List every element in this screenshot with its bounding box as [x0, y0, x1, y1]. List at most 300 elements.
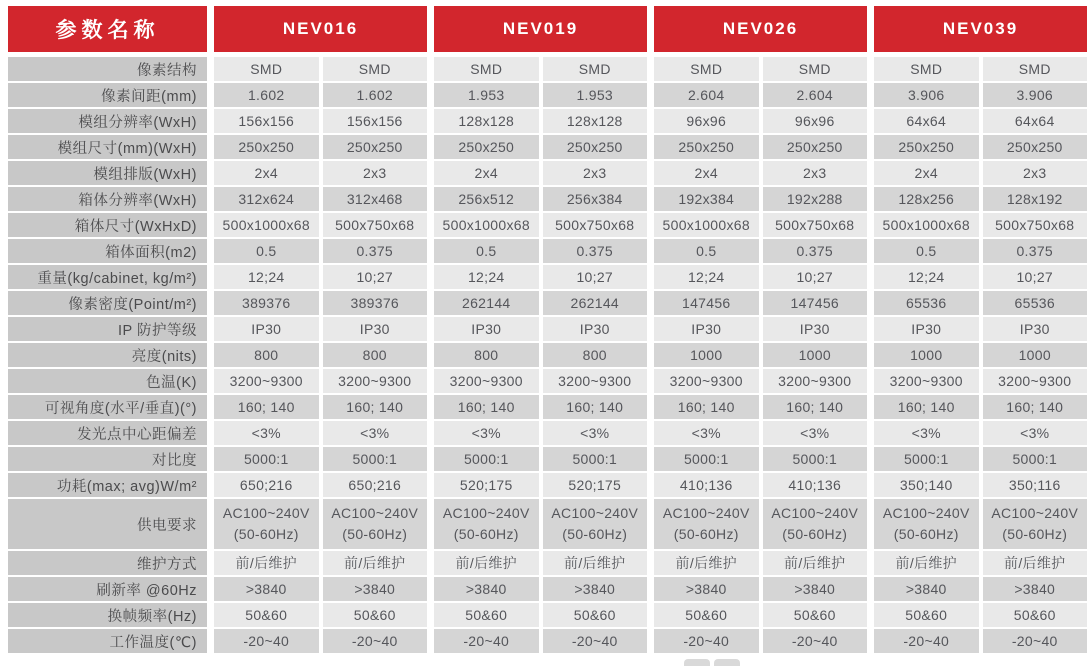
value-cell: 5000:1	[763, 447, 868, 471]
value-cell	[434, 499, 539, 549]
table-row	[8, 265, 1087, 289]
value-cell: <3%	[214, 421, 319, 445]
value-line: (50-60Hz)	[1002, 526, 1068, 542]
product-value-pair	[654, 239, 867, 263]
value-cell: 128x192	[983, 187, 1088, 211]
value-cell: 256x512	[434, 187, 539, 211]
product-value-pair	[874, 83, 1087, 107]
value-cell: 2x3	[323, 161, 428, 185]
value-cell	[654, 499, 759, 549]
value-cell: 5000:1	[543, 447, 648, 471]
product-value-pair	[654, 629, 867, 653]
value-cell: -20~40	[543, 629, 648, 653]
row-values	[214, 447, 1087, 471]
value-cell: 50&60	[654, 603, 759, 627]
value-cell: 250x250	[983, 135, 1088, 159]
product-value-pair	[874, 317, 1087, 341]
value-cell: 256x384	[543, 187, 648, 211]
product-value-pair	[214, 187, 427, 211]
value-cell: 160; 140	[214, 395, 319, 419]
value-cell: 64x64	[874, 109, 979, 133]
table-row	[8, 551, 1087, 575]
value-cell: 1000	[983, 343, 1088, 367]
value-cell: -20~40	[654, 629, 759, 653]
product-value-pair	[434, 473, 647, 497]
value-cell: SMD	[323, 57, 428, 81]
table-row	[8, 447, 1087, 471]
product-value-pair	[214, 239, 427, 263]
product-value-pair	[434, 265, 647, 289]
product-value-pair	[434, 83, 647, 107]
value-cell: 500x1000x68	[214, 213, 319, 237]
row-label: 模组尺寸(mm)(WxH)	[8, 135, 207, 159]
value-cell: SMD	[983, 57, 1088, 81]
value-cell: IP30	[874, 317, 979, 341]
value-cell: 1000	[763, 343, 868, 367]
value-cell: 10;27	[983, 265, 1088, 289]
row-values	[214, 317, 1087, 341]
value-cell: 5000:1	[434, 447, 539, 471]
row-values	[214, 395, 1087, 419]
product-value-pair	[434, 499, 647, 549]
value-cell: IP30	[983, 317, 1088, 341]
product-value-pair	[214, 83, 427, 107]
value-cell: 5000:1	[214, 447, 319, 471]
value-cell: 2x4	[214, 161, 319, 185]
table-body	[8, 57, 1087, 653]
product-value-pair	[214, 499, 427, 549]
value-cell: 262144	[434, 291, 539, 315]
table-row	[8, 135, 1087, 159]
value-cell: 50&60	[543, 603, 648, 627]
value-cell: 250x250	[214, 135, 319, 159]
value-cell: 0.5	[214, 239, 319, 263]
value-cell: -20~40	[874, 629, 979, 653]
product-value-pair	[214, 551, 427, 575]
value-cell: 前/后维护	[654, 551, 759, 575]
value-cell: 800	[214, 343, 319, 367]
product-value-pair	[654, 499, 867, 549]
product-value-pair	[434, 577, 647, 601]
value-cell: 650;216	[323, 473, 428, 497]
product-value-pair	[874, 239, 1087, 263]
value-cell: 500x750x68	[983, 213, 1088, 237]
value-cell: 64x64	[983, 109, 1088, 133]
row-label: 刷新率 @60Hz	[8, 577, 207, 601]
value-cell: 500x750x68	[763, 213, 868, 237]
value-line: AC100~240V	[771, 505, 859, 521]
value-cell: 65536	[983, 291, 1088, 315]
value-cell: 128x128	[434, 109, 539, 133]
value-line: AC100~240V	[551, 505, 639, 521]
product-value-pair	[214, 369, 427, 393]
value-cell: 50&60	[983, 603, 1088, 627]
value-cell: 1000	[874, 343, 979, 367]
value-cell: 前/后维护	[763, 551, 868, 575]
value-cell: IP30	[654, 317, 759, 341]
value-cell: <3%	[323, 421, 428, 445]
value-cell: 160; 140	[434, 395, 539, 419]
row-values	[214, 187, 1087, 211]
value-cell: 250x250	[543, 135, 648, 159]
value-cell: <3%	[763, 421, 868, 445]
product-value-pair	[654, 57, 867, 81]
value-cell: 192x288	[763, 187, 868, 211]
product-value-pair	[214, 291, 427, 315]
value-cell: 12;24	[654, 265, 759, 289]
value-cell: <3%	[983, 421, 1088, 445]
value-cell: -20~40	[434, 629, 539, 653]
value-cell: 3200~9300	[434, 369, 539, 393]
product-value-pair	[654, 291, 867, 315]
product-value-pair	[214, 473, 427, 497]
value-cell: 12;24	[874, 265, 979, 289]
product-value-pair	[214, 265, 427, 289]
value-line: AC100~240V	[991, 505, 1079, 521]
value-cell: 160; 140	[763, 395, 868, 419]
table-row	[8, 473, 1087, 497]
row-values	[214, 629, 1087, 653]
value-cell: 2.604	[654, 83, 759, 107]
value-cell: 10;27	[323, 265, 428, 289]
row-label: 重量(kg/cabinet, kg/m²)	[8, 265, 207, 289]
value-cell: 3200~9300	[214, 369, 319, 393]
product-value-pair	[874, 109, 1087, 133]
table-row	[8, 291, 1087, 315]
value-cell: 250x250	[434, 135, 539, 159]
table-row	[8, 109, 1087, 133]
row-values	[214, 239, 1087, 263]
value-cell: 350;140	[874, 473, 979, 497]
value-line: AC100~240V	[442, 505, 530, 521]
value-cell: IP30	[214, 317, 319, 341]
value-cell: 147456	[654, 291, 759, 315]
product-value-pair	[874, 447, 1087, 471]
product-value-pair	[434, 551, 647, 575]
value-cell: 250x250	[763, 135, 868, 159]
value-cell: 156x156	[323, 109, 428, 133]
product-value-pair	[874, 291, 1087, 315]
value-cell: 800	[434, 343, 539, 367]
row-label: 供电要求	[8, 499, 207, 549]
product-value-pair	[874, 603, 1087, 627]
product-headers	[214, 6, 1087, 52]
product-value-pair	[434, 109, 647, 133]
value-cell: 1.953	[543, 83, 648, 107]
value-cell: 250x250	[654, 135, 759, 159]
value-cell: 520;175	[543, 473, 648, 497]
value-line: (50-60Hz)	[673, 526, 739, 542]
product-value-pair	[214, 161, 427, 185]
value-cell: SMD	[434, 57, 539, 81]
value-cell: 520;175	[434, 473, 539, 497]
product-value-pair	[434, 135, 647, 159]
value-cell: 0.5	[874, 239, 979, 263]
product-value-pair	[874, 395, 1087, 419]
value-line: (50-60Hz)	[782, 526, 848, 542]
value-cell: 160; 140	[543, 395, 648, 419]
value-cell: 12;24	[214, 265, 319, 289]
value-cell: IP30	[434, 317, 539, 341]
value-cell: 5000:1	[323, 447, 428, 471]
row-values	[214, 499, 1087, 549]
value-line: (50-60Hz)	[233, 526, 299, 542]
product-value-pair	[654, 369, 867, 393]
product-value-pair	[874, 369, 1087, 393]
product-value-pair	[874, 161, 1087, 185]
value-cell: 2x4	[654, 161, 759, 185]
value-line: (50-60Hz)	[893, 526, 959, 542]
value-cell: 50&60	[434, 603, 539, 627]
table-row	[8, 395, 1087, 419]
value-cell: 前/后维护	[543, 551, 648, 575]
product-value-pair	[874, 629, 1087, 653]
value-cell: 50&60	[874, 603, 979, 627]
product-value-pair	[434, 213, 647, 237]
product-value-pair	[214, 421, 427, 445]
value-cell: 10;27	[543, 265, 648, 289]
product-value-pair	[214, 603, 427, 627]
product-value-pair	[654, 265, 867, 289]
row-values	[214, 343, 1087, 367]
value-cell: 50&60	[214, 603, 319, 627]
product-value-pair	[874, 213, 1087, 237]
value-cell: 3.906	[874, 83, 979, 107]
value-cell: 3200~9300	[874, 369, 979, 393]
value-cell: 96x96	[763, 109, 868, 133]
product-value-pair	[874, 577, 1087, 601]
value-cell: <3%	[543, 421, 648, 445]
value-cell: 500x1000x68	[874, 213, 979, 237]
value-cell: 2.604	[763, 83, 868, 107]
value-cell: 3200~9300	[983, 369, 1088, 393]
value-cell: 500x750x68	[323, 213, 428, 237]
value-cell: 0.5	[654, 239, 759, 263]
value-cell: 350;116	[983, 473, 1088, 497]
product-value-pair	[434, 317, 647, 341]
value-cell: >3840	[543, 577, 648, 601]
product-value-pair	[434, 421, 647, 445]
value-cell: <3%	[434, 421, 539, 445]
table-row	[8, 343, 1087, 367]
value-cell: 50&60	[763, 603, 868, 627]
product-value-pair	[434, 447, 647, 471]
product-value-pair	[874, 135, 1087, 159]
product-value-pair	[654, 603, 867, 627]
value-cell	[983, 499, 1088, 549]
row-label: 箱体面积(m2)	[8, 239, 207, 263]
product-value-pair	[654, 421, 867, 445]
param-name-header: 参数名称	[8, 6, 207, 52]
value-cell: 128x256	[874, 187, 979, 211]
cutoff-ui-fragment	[684, 659, 710, 666]
value-cell: -20~40	[323, 629, 428, 653]
product-value-pair	[434, 187, 647, 211]
row-values	[214, 109, 1087, 133]
value-cell: SMD	[543, 57, 648, 81]
row-label: 维护方式	[8, 551, 207, 575]
value-cell: 128x128	[543, 109, 648, 133]
row-label: 可视角度(水平/垂直)(°)	[8, 395, 207, 419]
value-cell: SMD	[214, 57, 319, 81]
value-cell: 160; 140	[983, 395, 1088, 419]
product-value-pair	[654, 83, 867, 107]
value-cell: >3840	[874, 577, 979, 601]
table-row	[8, 603, 1087, 627]
value-cell: 0.375	[543, 239, 648, 263]
product-value-pair	[654, 473, 867, 497]
value-cell: 0.375	[763, 239, 868, 263]
value-cell: SMD	[763, 57, 868, 81]
product-value-pair	[654, 317, 867, 341]
value-cell: 389376	[214, 291, 319, 315]
value-cell: >3840	[654, 577, 759, 601]
row-values	[214, 291, 1087, 315]
value-cell: 500x1000x68	[434, 213, 539, 237]
value-cell: 2x4	[874, 161, 979, 185]
value-cell: 3.906	[983, 83, 1088, 107]
value-cell: 前/后维护	[323, 551, 428, 575]
row-values	[214, 135, 1087, 159]
row-values	[214, 57, 1087, 81]
product-header-NEV019: NEV019	[434, 6, 647, 52]
value-cell: 1000	[654, 343, 759, 367]
value-line: (50-60Hz)	[342, 526, 408, 542]
value-cell: 0.5	[434, 239, 539, 263]
table-row	[8, 499, 1087, 549]
row-values	[214, 603, 1087, 627]
value-cell	[763, 499, 868, 549]
cutoff-ui-fragment	[714, 659, 740, 666]
product-value-pair	[434, 57, 647, 81]
row-values	[214, 421, 1087, 445]
product-value-pair	[214, 317, 427, 341]
value-cell: >3840	[323, 577, 428, 601]
product-value-pair	[654, 447, 867, 471]
value-cell: 3200~9300	[763, 369, 868, 393]
table-row	[8, 161, 1087, 185]
spec-table	[8, 6, 1087, 655]
product-value-pair	[214, 135, 427, 159]
value-cell: 156x156	[214, 109, 319, 133]
product-value-pair	[654, 135, 867, 159]
row-label: 功耗(max; avg)W/m²	[8, 473, 207, 497]
value-cell: 96x96	[654, 109, 759, 133]
row-values	[214, 161, 1087, 185]
product-value-pair	[214, 395, 427, 419]
value-cell: 前/后维护	[983, 551, 1088, 575]
value-cell: -20~40	[983, 629, 1088, 653]
value-cell: -20~40	[214, 629, 319, 653]
product-value-pair	[214, 109, 427, 133]
table-row	[8, 239, 1087, 263]
product-header-NEV016: NEV016	[214, 6, 427, 52]
product-value-pair	[654, 187, 867, 211]
product-value-pair	[874, 187, 1087, 211]
row-values	[214, 83, 1087, 107]
value-cell: 前/后维护	[874, 551, 979, 575]
value-cell	[323, 499, 428, 549]
value-cell: 3200~9300	[543, 369, 648, 393]
value-cell: 312x624	[214, 187, 319, 211]
product-value-pair	[654, 551, 867, 575]
value-cell: 2x3	[983, 161, 1088, 185]
row-label: 模组分辨率(WxH)	[8, 109, 207, 133]
value-cell: 500x1000x68	[654, 213, 759, 237]
product-value-pair	[214, 343, 427, 367]
product-value-pair	[654, 213, 867, 237]
value-cell: 160; 140	[654, 395, 759, 419]
value-cell: 50&60	[323, 603, 428, 627]
product-value-pair	[654, 161, 867, 185]
product-header-NEV039: NEV039	[874, 6, 1087, 52]
value-cell: IP30	[543, 317, 648, 341]
value-line: AC100~240V	[662, 505, 750, 521]
product-value-pair	[434, 629, 647, 653]
value-cell: >3840	[434, 577, 539, 601]
table-row	[8, 57, 1087, 81]
value-cell: 250x250	[323, 135, 428, 159]
value-line: AC100~240V	[882, 505, 970, 521]
product-value-pair	[874, 265, 1087, 289]
row-values	[214, 213, 1087, 237]
value-cell: >3840	[763, 577, 868, 601]
product-value-pair	[434, 161, 647, 185]
value-cell: 12;24	[434, 265, 539, 289]
value-cell: 65536	[874, 291, 979, 315]
row-label: IP 防护等级	[8, 317, 207, 341]
value-cell: 2x3	[543, 161, 648, 185]
value-cell: 192x384	[654, 187, 759, 211]
value-line: (50-60Hz)	[453, 526, 519, 542]
value-cell: 1.602	[214, 83, 319, 107]
row-label: 像素密度(Point/m²)	[8, 291, 207, 315]
value-cell: 800	[543, 343, 648, 367]
value-cell: <3%	[654, 421, 759, 445]
value-cell: SMD	[654, 57, 759, 81]
table-row	[8, 213, 1087, 237]
product-value-pair	[874, 57, 1087, 81]
value-cell: <3%	[874, 421, 979, 445]
table-row	[8, 421, 1087, 445]
value-cell: IP30	[763, 317, 868, 341]
row-label: 像素结构	[8, 57, 207, 81]
row-label: 发光点中心距偏差	[8, 421, 207, 445]
table-row	[8, 317, 1087, 341]
value-cell: 312x468	[323, 187, 428, 211]
product-value-pair	[214, 57, 427, 81]
value-cell: 250x250	[874, 135, 979, 159]
product-value-pair	[214, 213, 427, 237]
product-value-pair	[654, 109, 867, 133]
product-value-pair	[874, 343, 1087, 367]
value-cell: 2x4	[434, 161, 539, 185]
value-cell: 0.375	[323, 239, 428, 263]
product-header-NEV026: NEV026	[654, 6, 867, 52]
product-value-pair	[654, 395, 867, 419]
product-value-pair	[214, 629, 427, 653]
value-cell: 2x3	[763, 161, 868, 185]
row-label: 对比度	[8, 447, 207, 471]
value-cell: 3200~9300	[323, 369, 428, 393]
value-cell: -20~40	[763, 629, 868, 653]
table-row	[8, 369, 1087, 393]
value-cell: 1.602	[323, 83, 428, 107]
value-cell: 前/后维护	[434, 551, 539, 575]
value-cell: 410;136	[654, 473, 759, 497]
value-cell: 3200~9300	[654, 369, 759, 393]
table-header-row	[8, 6, 1087, 52]
